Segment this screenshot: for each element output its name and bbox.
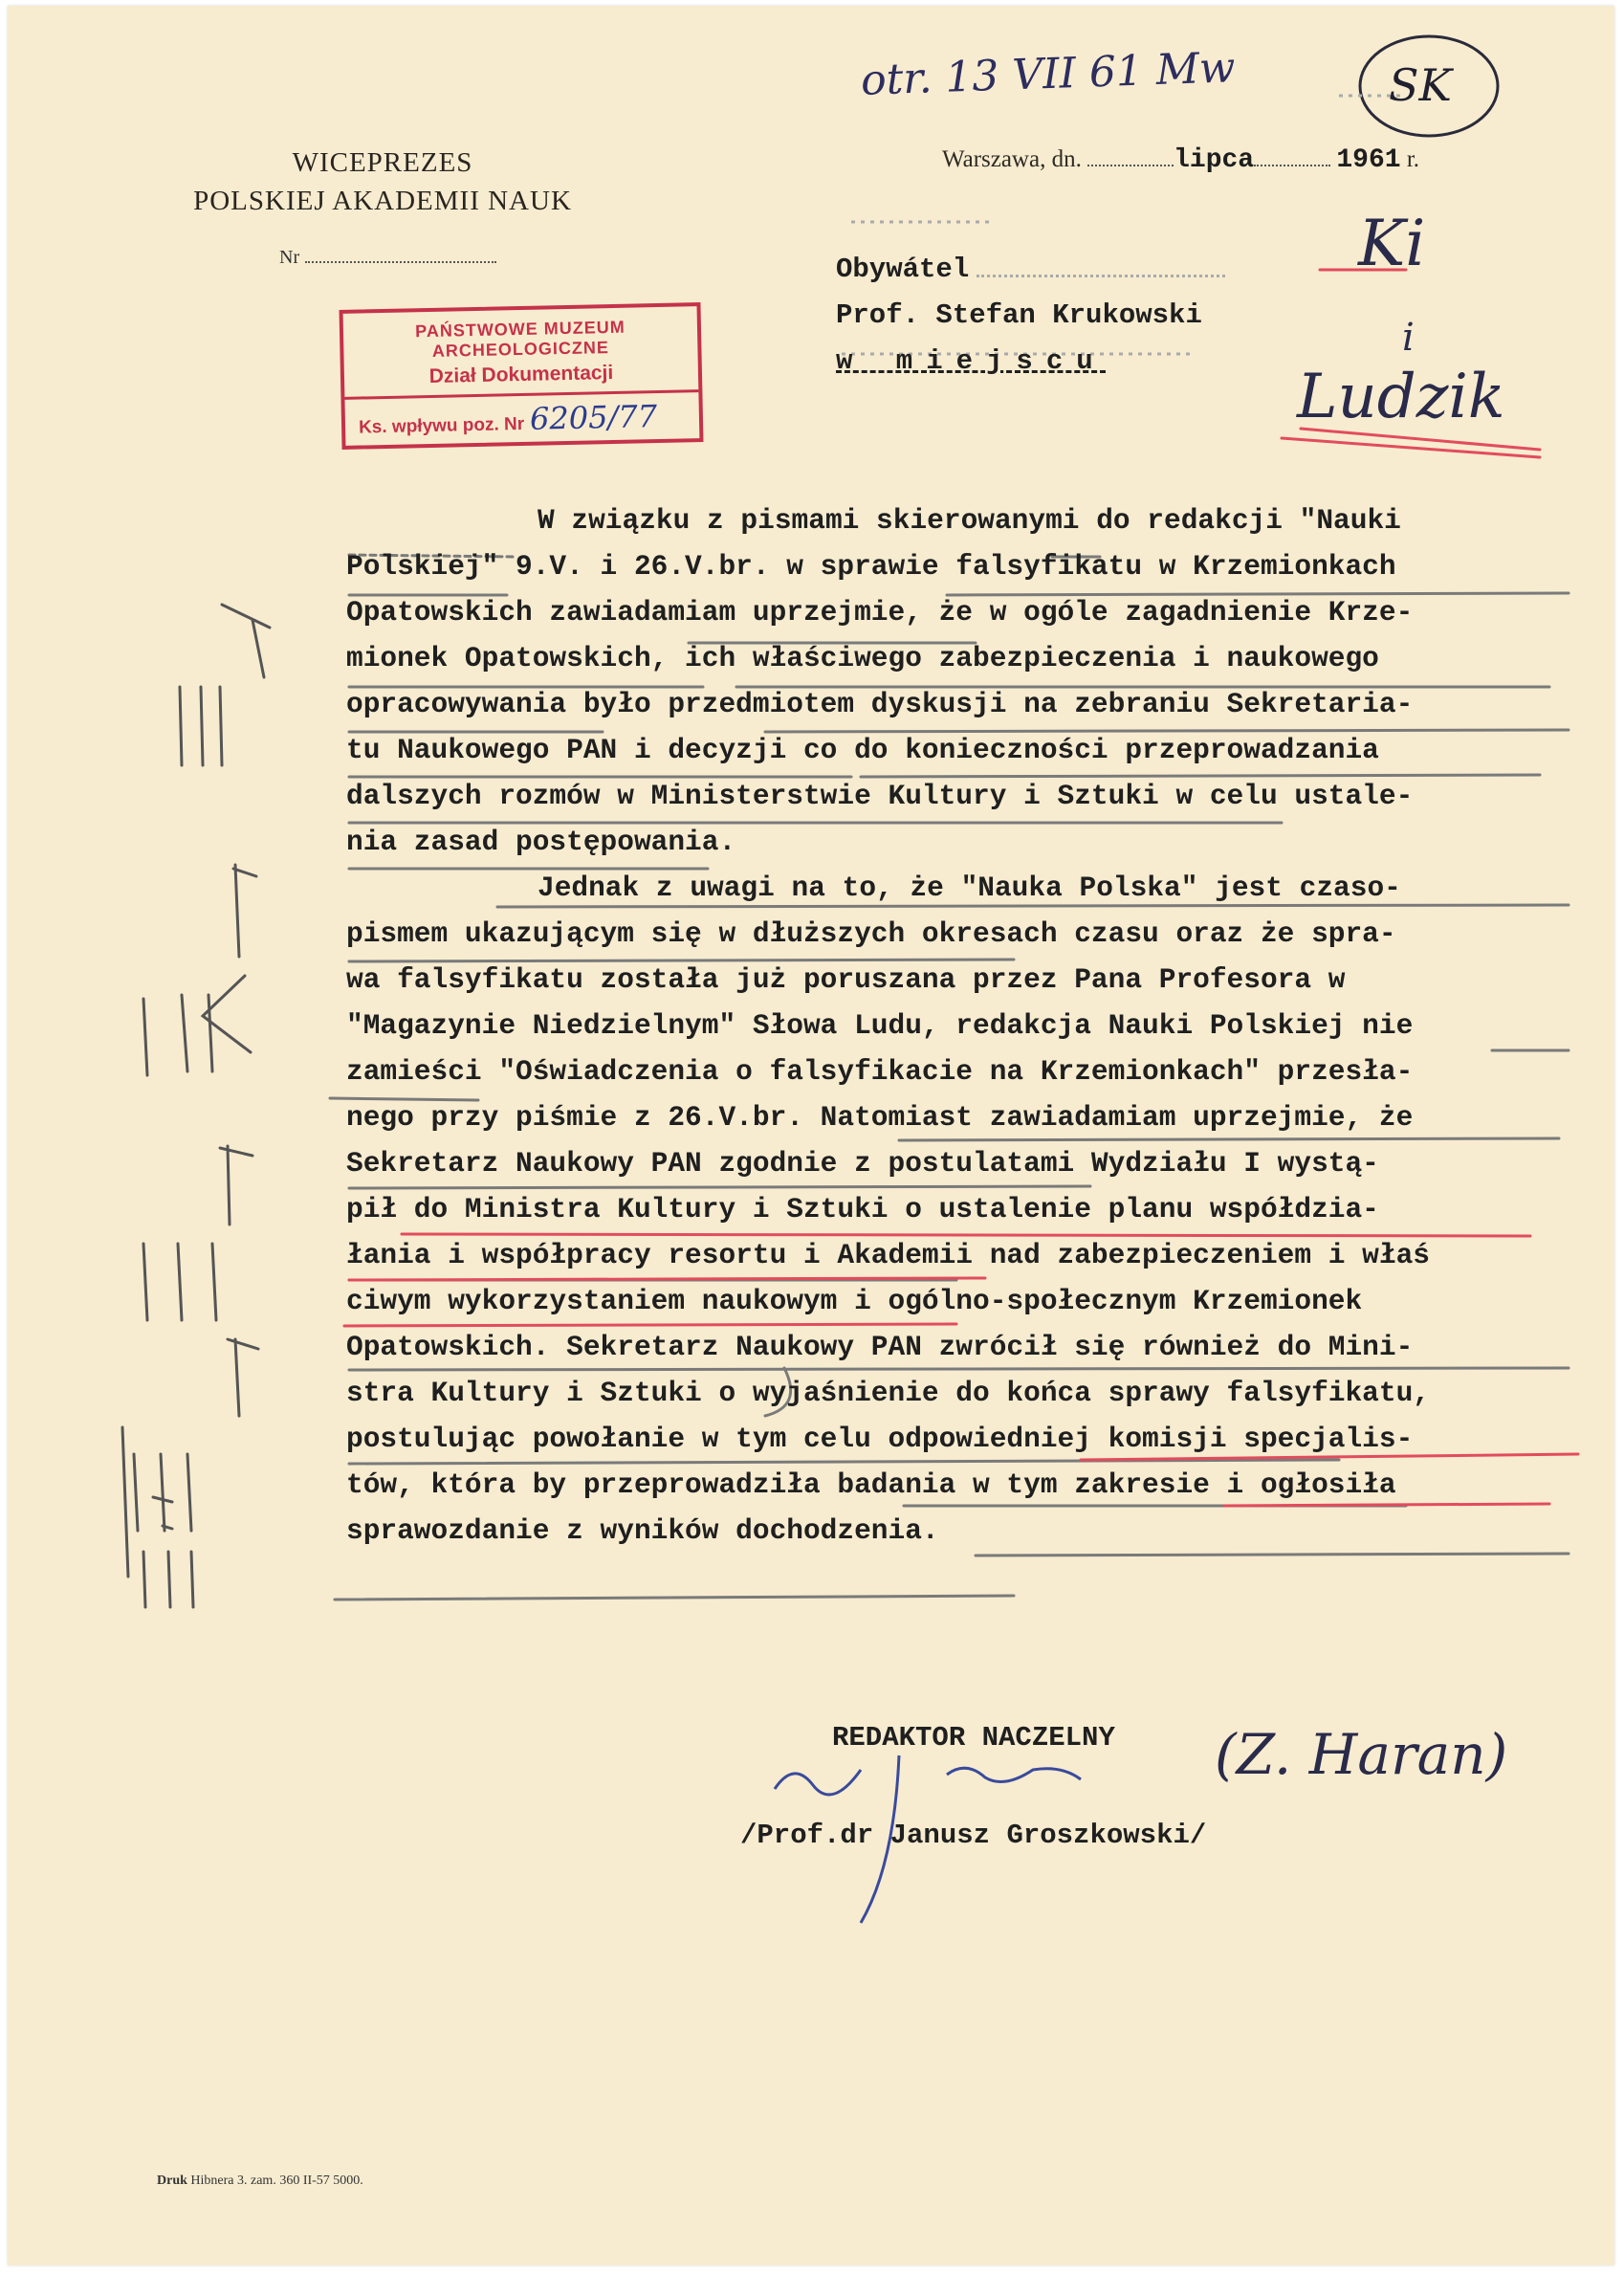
date-year: 1961: [1336, 145, 1401, 175]
addressee-line1: Obywátel: [836, 254, 970, 285]
stamp-line2: Dział Dokumentacji: [428, 361, 614, 388]
body-line: Sekretarz Naukowy PAN zgodnie z postulatami Wydziału I wystą-: [346, 1147, 1379, 1180]
margin-note-name: Ludzik: [1297, 362, 1505, 432]
signature-handwritten: (Z. Haran): [1215, 1722, 1508, 1787]
print-footer: [157, 2174, 363, 2189]
body-line: Opatowskich zawiadamiam uprzejmie, że w ogóle zagadnienie Krze-: [346, 596, 1414, 629]
letterhead-line2: POLSKIEJ AKADEMII NAUK: [193, 186, 572, 216]
nr-dots: [305, 261, 496, 263]
date-month: lipca: [1174, 145, 1255, 175]
header-annotation: otr. 13 VII 61 Mw: [860, 43, 1237, 105]
body-line: tu Naukowego PAN i decyzji co do konieczności przeprowadzania: [346, 734, 1379, 766]
body-line: pismem ukazującym się w dłuższych okresach czasu oraz że spra-: [346, 917, 1396, 950]
body-line: tów, która by przeprowadziła badania w tym zakresie i ogłosiła: [346, 1468, 1396, 1501]
circle-mark: SK: [1389, 59, 1452, 111]
body-line: postulując powołanie w tym celu odpowiedniej komisji specjalis-: [346, 1423, 1414, 1455]
stamp-line3: [344, 389, 699, 446]
body-line: Polskiej" 9.V. i 26.V.br. w sprawie falsyfikatu w Krzemionkach: [346, 550, 1396, 583]
stamp-number: 6205/77: [529, 398, 658, 437]
stamp-label: Ks. wpływu poz. Nr: [358, 413, 525, 438]
body-line: łania i współpracy resortu i Akademii nad zabezpieczeniem i właś: [346, 1239, 1430, 1271]
margin-note-i: i: [1402, 316, 1415, 360]
body-line: W związku z pismami skierowanymi do redakcji "Nauki: [538, 504, 1401, 537]
nr-label: Nr: [279, 247, 300, 268]
footer-bold: Druk: [157, 2174, 187, 2188]
nr-field: [279, 247, 496, 269]
redaction-mark: [977, 261, 1225, 277]
body-line: ciwym wykorzystaniem naukowym i ogólno-społecznym Krzemionek: [346, 1285, 1363, 1317]
signature-title: REDAKTOR NACZELNY: [832, 1722, 1115, 1754]
body-line: nego przy piśmie z 26.V.br. Natomiast zawiadamiam uprzejmie, że: [346, 1101, 1414, 1134]
body-line: Opatowskich. Sekretarz Naukowy PAN zwrócił się również do Mini-: [346, 1331, 1414, 1363]
archive-stamp: [340, 302, 704, 450]
body-line: "Magazynie Niedzielnym" Słowa Ludu, redakcja Nauki Polskiej nie: [346, 1009, 1414, 1042]
body-line: wa falsyfikatu została już poruszana przez Pana Profesora w: [346, 963, 1346, 996]
letterhead-line1: WICEPREZES: [292, 147, 473, 178]
signature-name: /Prof.dr Janusz Groszkowski/: [740, 1820, 1207, 1851]
date-dots: [1087, 165, 1174, 166]
body-line: sprawozdanie z wyników dochodzenia.: [346, 1514, 939, 1547]
dateline: [942, 145, 1419, 175]
body-line: pił do Ministra Kultury i Sztuki o ustalenie planu współdzia-: [346, 1193, 1379, 1225]
stamp-line1: PAŃSTWOWE MUZEUM ARCHEOLOGICZNE: [414, 317, 625, 361]
date-place: Warszawa, dn.: [942, 146, 1082, 172]
body-line: opracowywania było przedmiotem dyskusji na zebraniu Sekretaria-: [346, 688, 1414, 720]
letterhead: [153, 143, 612, 220]
body-line: nia zasad postępowania.: [346, 826, 736, 858]
date-dots: [1254, 165, 1330, 166]
date-suffix: r.: [1406, 146, 1420, 172]
footer-rest: Hibnera 3. zam. 360 II-57 5000.: [190, 2174, 363, 2188]
addressee-block: [836, 247, 1225, 385]
addressee-line3: w miejscu: [836, 345, 1107, 377]
addressee-line2: Prof. Stefan Krukowski: [836, 299, 1202, 331]
body-line: mionek Opatowskich, ich właściwego zabezpieczenia i naukowego: [346, 642, 1379, 674]
body-line: dalszych rozmów w Ministerstwie Kultury i Sztuki w celu ustale-: [346, 780, 1414, 812]
body-line: Jednak z uwagi na to, że "Nauka Polska" jest czaso-: [538, 872, 1401, 904]
body-line: stra Kultury i Sztuki o wyjaśnienie do końca sprawy falsyfikatu,: [346, 1377, 1430, 1409]
letter-body: [346, 497, 1580, 1554]
margin-note-ki: Ki: [1358, 207, 1426, 280]
body-line: zamieści "Oświadczenia o falsyfikacie na Krzemionkach" przesła-: [346, 1055, 1414, 1088]
